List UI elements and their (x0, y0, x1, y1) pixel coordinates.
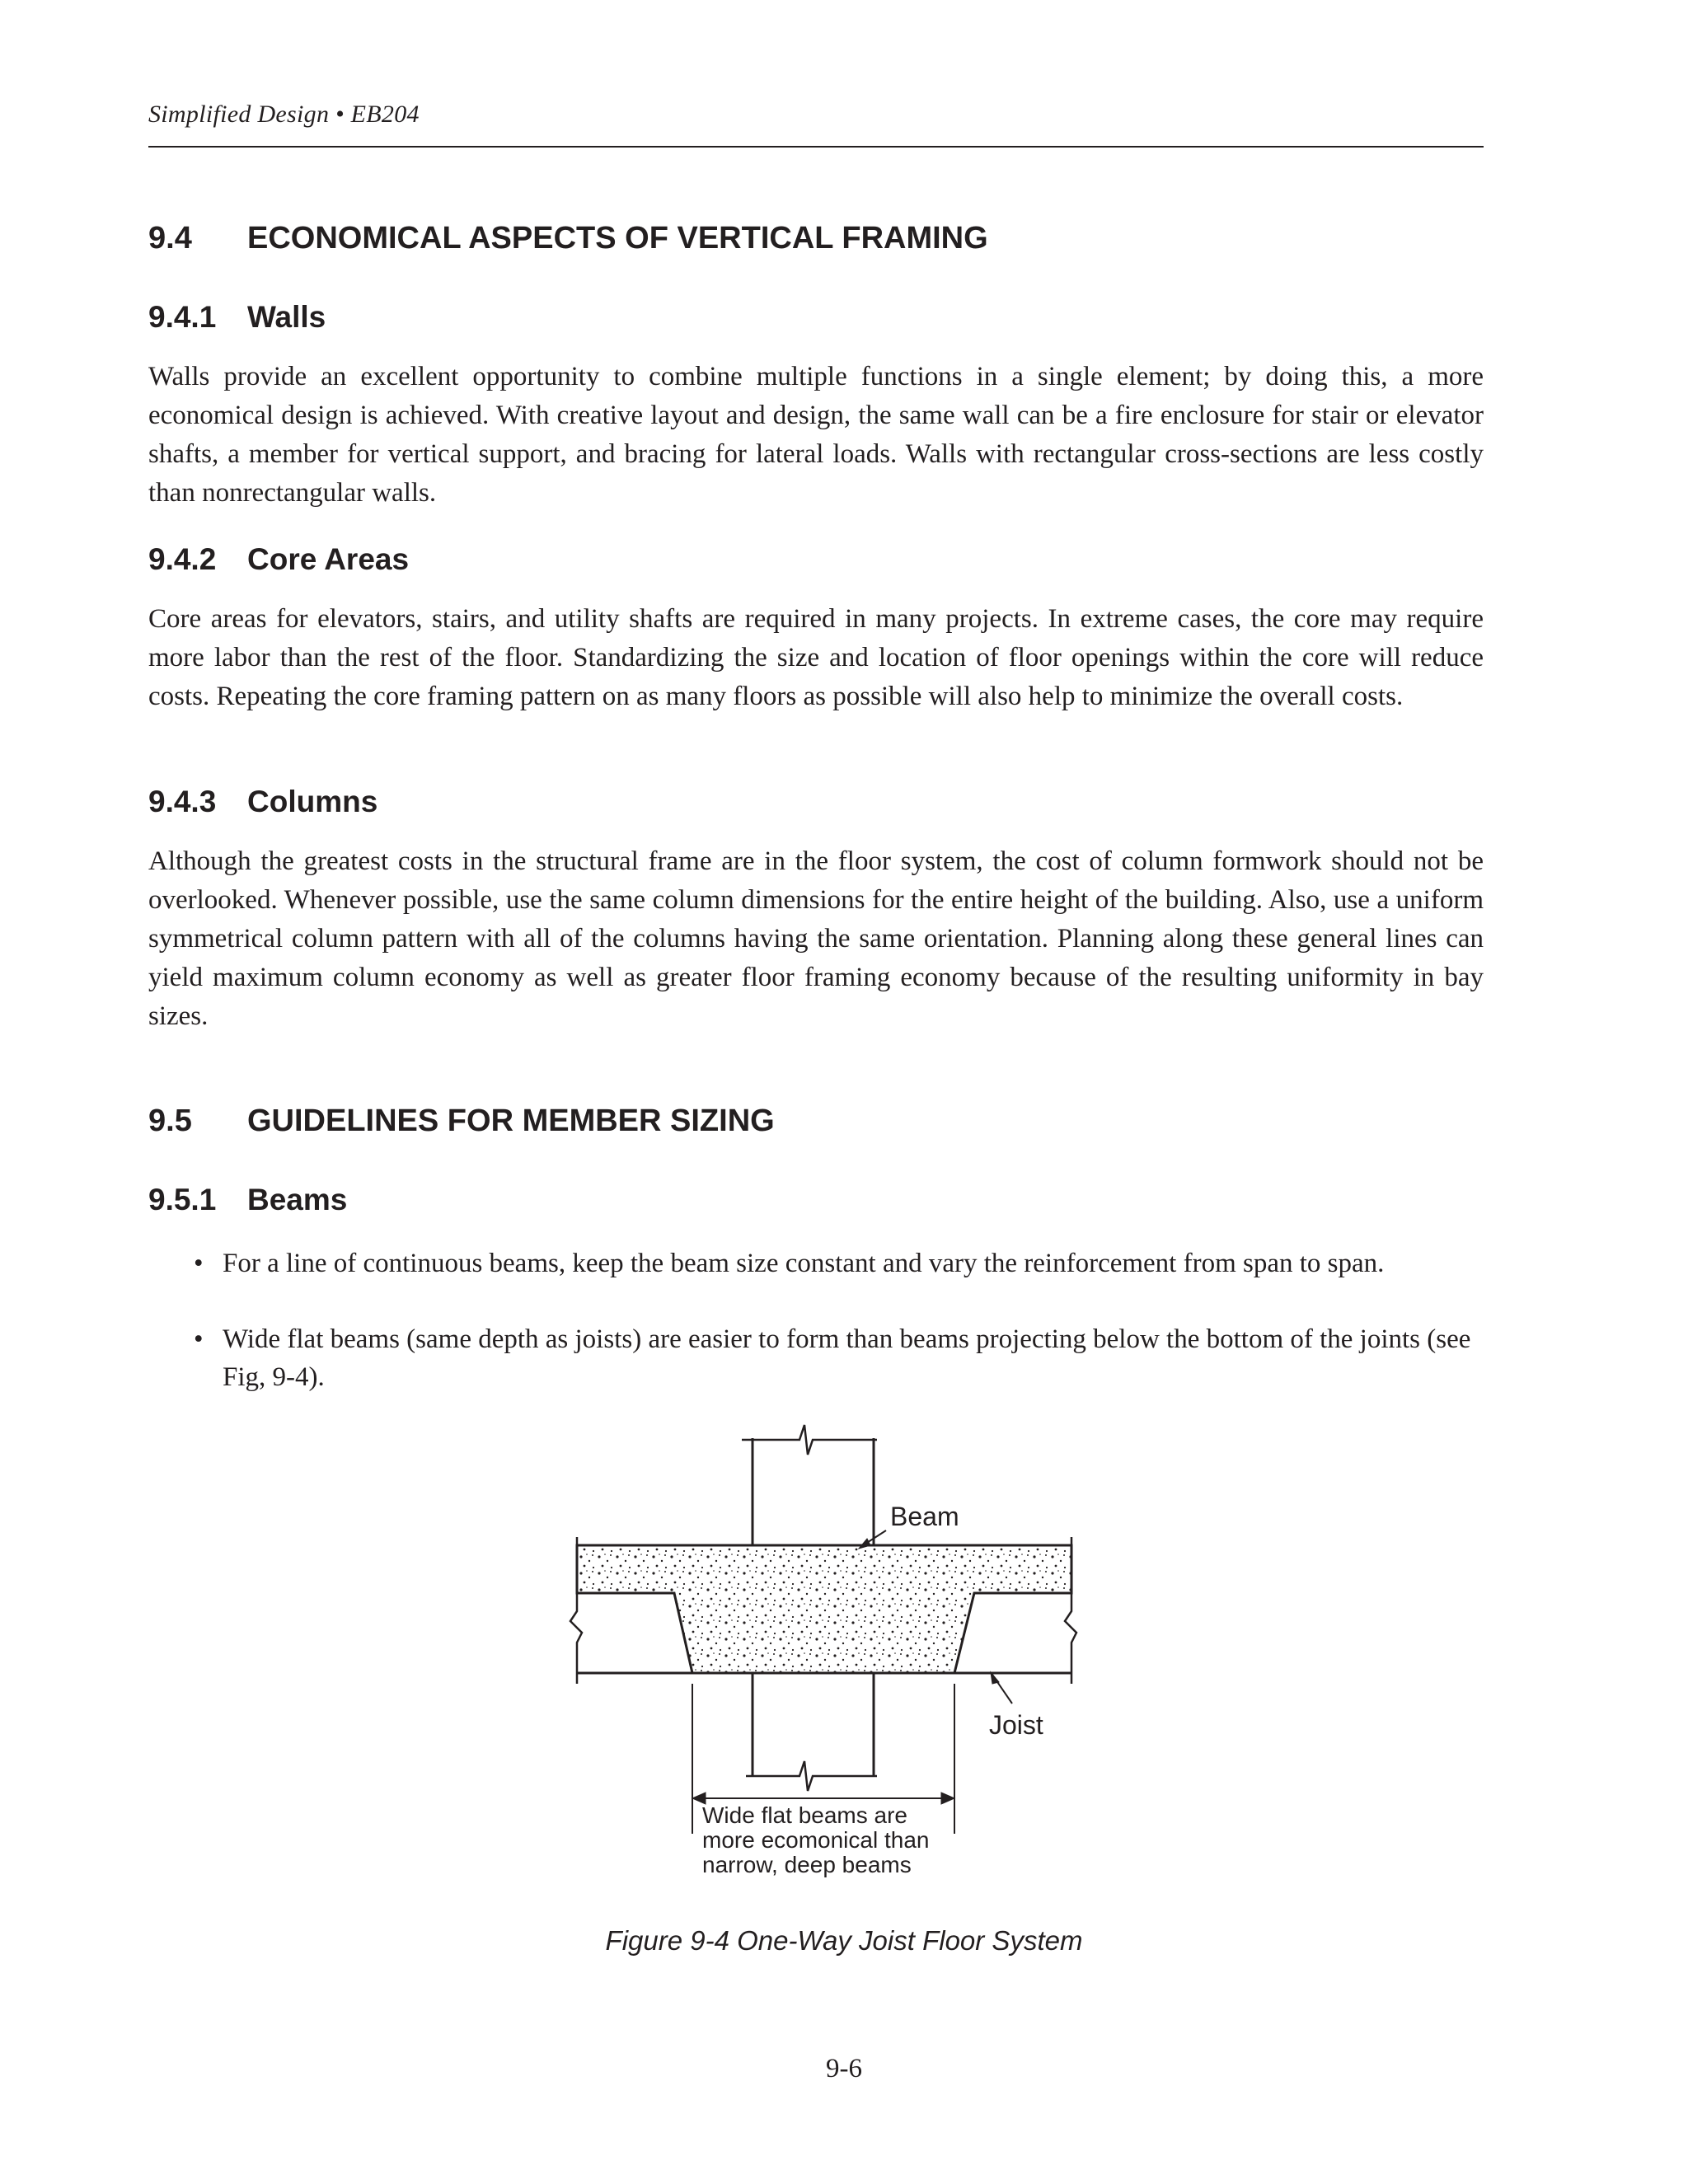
section-number: 9.4 (148, 221, 192, 255)
subsection-number: 9.4.1 (148, 300, 217, 334)
beam-concrete-section (577, 1545, 1071, 1673)
section-title: GUIDELINES FOR MEMBER SIZING (247, 1104, 775, 1138)
section-title: ECONOMICAL ASPECTS OF VERTICAL FRAMING (247, 221, 988, 255)
subsection-number: 9.4.2 (148, 542, 217, 576)
joist-floor-figure (560, 1422, 1088, 1891)
bullet-item (148, 1320, 1500, 1396)
bullet-text: Wide flat beams (same depth as joists) are easier to form than beams projecting below the bottom of the joints (see Fig, 9-4). (223, 1324, 1471, 1392)
core-areas-paragraph: Core areas for elevators, stairs, and utility shafts are required in many projects. In extreme cases, the core may require more labor than the rest of the floor. Standardizing the size and location of floor openings within the core will reduce costs. Repeating the core framing pattern on as many floors as possible will also help to minimize the overall costs. (148, 604, 1484, 711)
subsection-title: Walls (247, 300, 326, 334)
note-line-1: Wide flat beams are (702, 1802, 907, 1828)
beams-bullet-list (148, 1244, 1500, 1396)
lower-column-break-line (746, 1761, 877, 1791)
subsection-heading-9-4-3 (148, 785, 377, 819)
bullet-glyph: • (194, 1249, 204, 1278)
subsection-heading-9-4-2 (148, 542, 409, 577)
page-number: 9-6 (826, 2054, 862, 2083)
upper-column-break-line (742, 1425, 877, 1455)
columns-paragraph: Although the greatest costs in the structural frame are in the floor system, the cost of column formwork should not be overlooked. Whenever possible, use the same column dimensions for the entire height of the building. Also, use a uniform symmetrical column pattern with all of the columns having the same orientation. Planning along these general lines can yield maximum column economy as well as greater floor framing economy because of the resulting uniformity in bay sizes. (148, 846, 1484, 1031)
subsection-title: Beams (247, 1183, 348, 1216)
walls-paragraph: Walls provide an excellent opportunity to combine multiple functions in a single element; by doing this, a more economical design is achieved. With creative layout and design, the same wall can be a fire enclosure for stair or elevator shafts, a member for vertical support, and bracing for lateral loads. Walls with rectangular cross-sections are less costly than nonrectangular walls. (148, 362, 1484, 508)
subsection-number: 9.4.3 (148, 785, 217, 818)
note-line-3: narrow, deep beams (702, 1852, 912, 1877)
subsection-heading-9-4-1 (148, 300, 326, 335)
section-number: 9.5 (148, 1104, 192, 1138)
joist-label: Joist (989, 1710, 1043, 1740)
section-heading-9-5 (148, 1104, 775, 1139)
subsection-title: Core Areas (247, 542, 410, 576)
beam-label: Beam (890, 1502, 959, 1531)
note-line-2: more ecomonical than (702, 1827, 930, 1853)
running-header: Simplified Design • EB204 (148, 101, 420, 128)
subsection-number: 9.5.1 (148, 1183, 217, 1216)
subsection-heading-9-5-1 (148, 1183, 347, 1217)
bullet-text: For a line of continuous beams, keep the beam size constant and vary the reinforcement from span to span. (223, 1249, 1385, 1278)
figure-caption: Figure 9-4 One-Way Joist Floor System (605, 1925, 1083, 1956)
section-heading-9-4 (148, 221, 988, 256)
dimension-arrow-right (941, 1793, 954, 1804)
bullet-glyph: • (194, 1324, 204, 1354)
header-rule (148, 146, 1484, 148)
bullet-item (148, 1244, 1500, 1282)
subsection-title: Columns (247, 785, 378, 818)
